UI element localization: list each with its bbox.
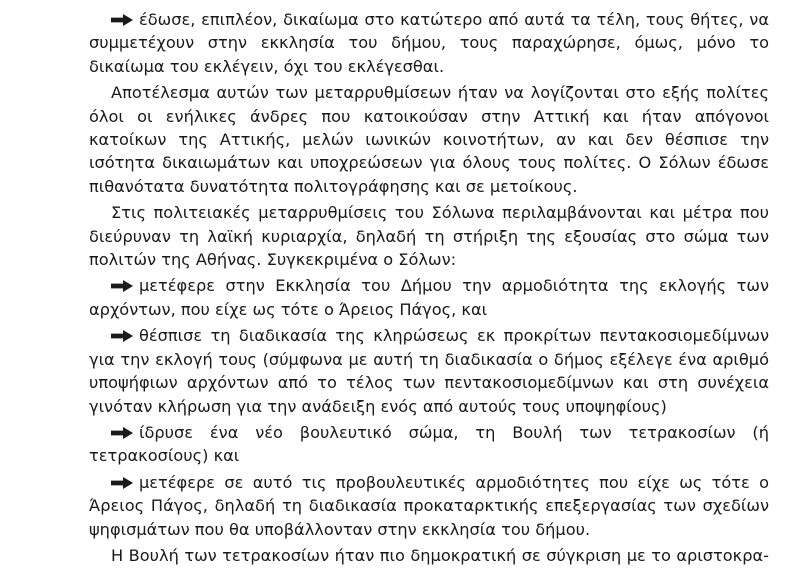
right-arrow-icon (111, 477, 133, 489)
paragraph-text: μετέφερε σε αυτό τις προβουλευτικές αρμοδιότητες που είχε ως τότε ο Άρειος Πάγος, δηλαδή τη διαδικασία προκαταρκτικής επεξεργασίας των σχεδίων ψηφισμάτων που θα υποβάλλονταν στην εκκλησία του δήμου. (89, 472, 769, 539)
paragraph-text: ίδρυσε ένα νέο βουλευτικό σώμα, τη Βουλή των τετρακοσίων (ή τετρακοσίους) και (89, 422, 769, 466)
paragraph-1 (89, 8, 769, 78)
paragraph-5 (89, 324, 769, 418)
right-arrow-icon (111, 14, 133, 26)
paragraph-text: Η Βουλή των τετρακοσίων ήταν πιο δημοκρατική σε σύγκριση με το αριστοκρα- (111, 545, 769, 565)
paragraph-text: Αποτέλεσμα αυτών των μεταρρυθμίσεων ήταν να λογίζονται στο εξής πολίτες όλοι οι ενήλικες άνδρες που κατοικούσαν στην Αττική και ήταν απόγονοι κατοίκων της Αττικής, μελών ιωνικών κοινοτήτων, αν και δεν θέσπισε την ισότητα δικαιωμάτων και υποχρεώσεων για όλους τους πολίτες. Ο Σόλων έδωσε πιθανότατα δυνατότητα πολιτογράφησης και σε μετοίκους. (89, 83, 769, 196)
paragraph-4 (89, 274, 769, 321)
right-arrow-icon (111, 280, 133, 292)
document-page (89, 8, 769, 570)
paragraph-7 (89, 471, 769, 541)
paragraph-6 (89, 421, 769, 468)
right-arrow-icon (111, 427, 133, 439)
paragraph-text: μετέφερε στην Εκκλησία του Δήμου την αρμοδιότητα της εκλογής των αρχόντων, που είχε ως τότε ο Άρειος Πάγος, και (89, 276, 769, 319)
paragraph-text: έδωσε, επιπλέον, δικαίωμα στο κατώτερο από αυτά τα τέλη, τους θήτες, να συμμετέχουν στην εκκλησία του δήμου, τους παραχώρησε, όμως, μόνο το δικαίωμα του εκλέγειν, όχι του εκλέγεσθαι. (89, 10, 769, 76)
paragraph-3 (89, 201, 769, 271)
paragraph-text: θέσπισε τη διαδικασία της κληρώσεως εκ προκρίτων πεντακοσιομεδίμνων για την εκλογή τους (σύμφωνα με αυτή τη διαδικασία ο δήμος εξέλεγε ένα αριθμό υποψήφιων αρχόντων από το τέλος των πεντακοσιομεδίμνων και στη συνέχεια γινόταν κλήρωση για την ανάδειξη ενός από αυτούς τους υποψηφίους) (89, 326, 769, 416)
paragraph-text: Στις πολιτειακές μεταρρυθμίσεις του Σόλωνα περιλαμβάνονται και μέτρα που διεύρυναν τη λαϊκή κυριαρχία, δηλαδή τη στήριξη της εξουσίας στο σώμα των πολιτών της Αθήνας. Συγκεκριμένα ο Σόλων: (89, 203, 769, 270)
paragraph-2 (89, 81, 769, 198)
right-arrow-icon (111, 330, 133, 342)
